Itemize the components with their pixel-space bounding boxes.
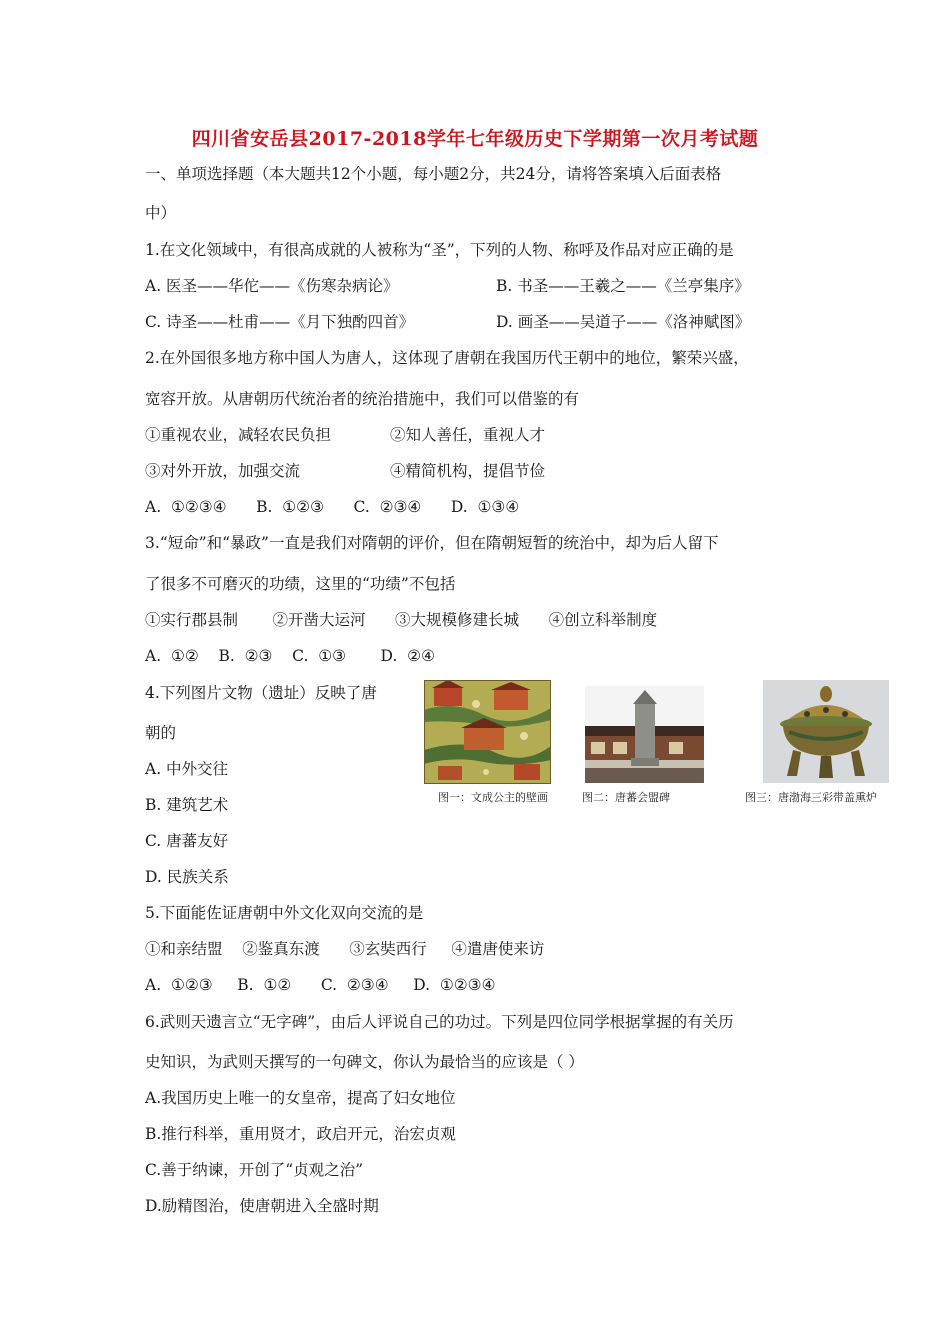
q2-stem: 2.在外国很多地方称中国人为唐人，这体现了唐朝在我国历代王朝中的地位，繁荣兴盛， <box>145 349 749 367</box>
q4-option-d: D. 民族关系 <box>145 868 229 886</box>
page-title: 四川省安岳县2017-2018学年七年级历史下学期第一次月考试题 <box>191 128 759 150</box>
q2-item-3: ③对外开放，加强交流 <box>145 462 301 480</box>
figure-censer-caption: 图三：唐渤海三彩带盖熏炉 <box>745 791 877 804</box>
q2-answers: A. ①②③④ B. ①②③ C. ②③④ D. ①③④ <box>145 498 520 516</box>
q1-option-d: D. 画圣——吴道子——《洛神赋图》 <box>496 313 751 331</box>
q4-option-b: B. 建筑艺术 <box>145 796 229 814</box>
figure-mural <box>424 680 551 784</box>
q4-stem: 4.下列图片文物（遗址）反映了唐 <box>145 684 377 702</box>
q2-item-1: ①重视农业，减轻农民负担 <box>145 426 332 444</box>
q6-option-b: B.推行科举，重用贤才，政启开元，治宏贞观 <box>145 1125 456 1143</box>
q6-option-c: C.善于纳谏，开创了“贞观之治” <box>145 1161 364 1179</box>
figure-censer <box>763 680 889 783</box>
q2-item-2: ②知人善任，重视人才 <box>390 426 546 444</box>
q6-option-d: D.励精图治，使唐朝进入全盛时期 <box>145 1197 379 1215</box>
figure-mural-caption: 图一：文成公主的壁画 <box>438 791 548 804</box>
q5-stem: 5.下面能佐证唐朝中外文化双向交流的是 <box>145 904 424 922</box>
q5-answers: A. ①②③ B. ①② C. ②③④ D. ①②③④ <box>145 976 496 994</box>
q3-stem-cont: 了很多不可磨灭的功绩，这里的“功绩”不包括 <box>145 575 456 593</box>
q6-option-a: A.我国历史上唯一的女皇帝，提高了妇女地位 <box>145 1089 456 1107</box>
section-heading: 一、单项选择题（本大题共12个小题，每小题2分，共24分，请将答案填入后面表格 <box>145 165 722 183</box>
q1-stem: 1.在文化领域中，有很高成就的人被称为“圣”，下列的人物、称呼及作品对应正确的是 <box>145 241 734 259</box>
q4-option-c: C. 唐蕃友好 <box>145 832 229 850</box>
q1-option-a: A. 医圣——华佗——《伤寒杂病论》 <box>145 277 399 295</box>
q6-stem: 6.武则天遗言立“无字碑”，由后人评说自己的功过。下列是四位同学根据掌握的有关历 <box>145 1013 734 1031</box>
figure-stele-caption: 图二：唐蕃会盟碑 <box>582 791 670 804</box>
section-heading-cont: 中） <box>145 204 177 222</box>
q5-items: ①和亲结盟 ②鉴真东渡 ③玄奘西行 ④遣唐使来访 <box>145 940 545 958</box>
q4-stem-cont: 朝的 <box>145 724 177 742</box>
q3-answers: A. ①② B. ②③ C. ①③ D. ②④ <box>145 647 435 665</box>
q6-stem-cont: 史知识，为武则天撰写的一句碑文，你认为最恰当的应该是（ ） <box>145 1053 584 1071</box>
q3-stem: 3.“短命”和“暴政”一直是我们对隋朝的评价，但在隋朝短暂的统治中，却为后人留下 <box>145 534 719 552</box>
q2-item-4: ④精简机构，提倡节俭 <box>390 462 546 480</box>
figure-stele <box>585 686 704 783</box>
q1-option-b: B. 书圣——王羲之——《兰亭集序》 <box>496 277 750 295</box>
q1-option-c: C. 诗圣——杜甫——《月下独酌四首》 <box>145 313 415 331</box>
q4-option-a: A. 中外交往 <box>145 760 229 778</box>
q3-items: ①实行郡县制 ②开凿大运河 ③大规模修建长城 ④创立科举制度 <box>145 611 658 629</box>
q2-stem-cont: 宽容开放。从唐朝历代统治者的统治措施中，我们可以借鉴的有 <box>145 390 580 408</box>
